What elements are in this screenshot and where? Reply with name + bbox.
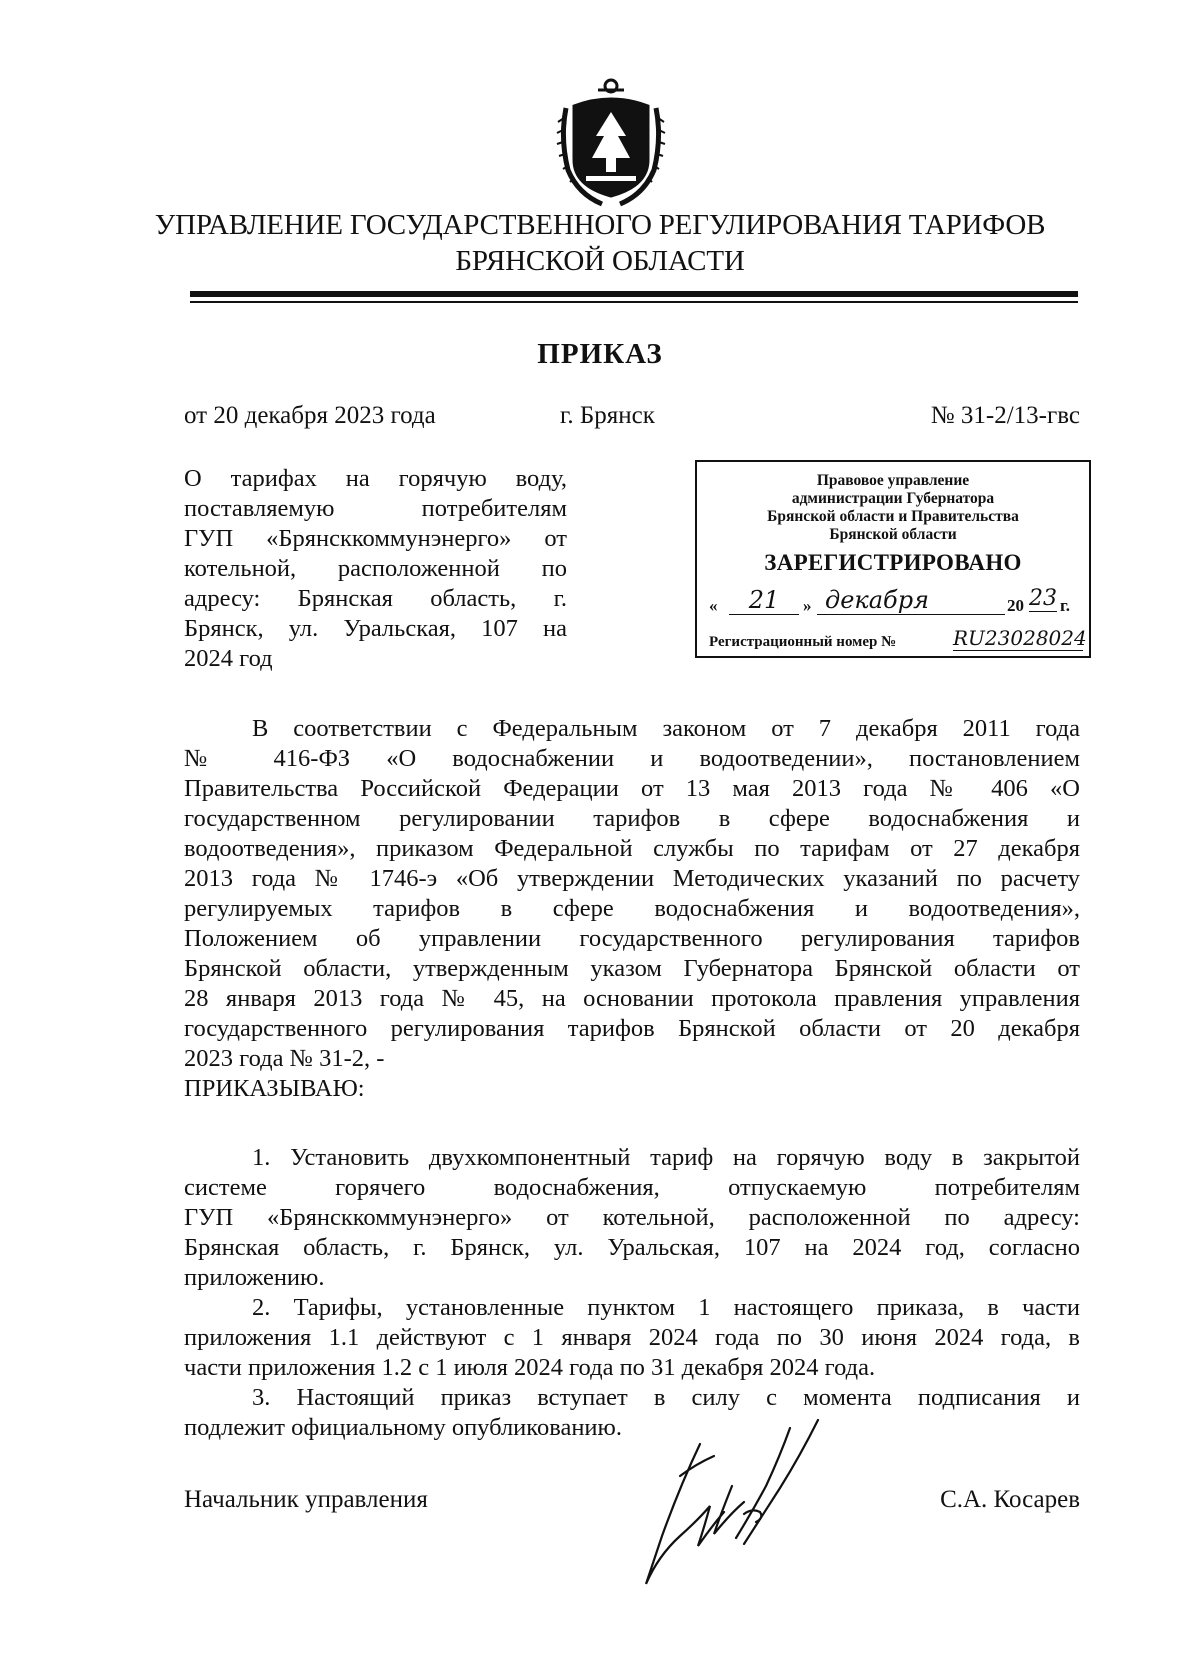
preamble-line: государственном регулировании тарифов в сфере водоснабжения и xyxy=(184,805,1080,832)
stamp-line: Брянской области и Правительства xyxy=(767,508,1019,525)
order-items xyxy=(184,1143,1080,1443)
order-city: г. Брянск xyxy=(560,402,655,429)
stamp-month: декабря xyxy=(817,586,1005,615)
subject-line: котельной, расположенной по xyxy=(184,555,567,582)
stamp-reg-number: RU23028024 xyxy=(953,626,1087,650)
document-type-title: ПРИКАЗ xyxy=(537,338,663,370)
signatory-name: С.А. Косарев xyxy=(940,1486,1080,1513)
preamble-line: водоотведения», приказом Федеральной службы по тарифам от 27 декабря xyxy=(184,835,1080,862)
subject-line: Брянск, ул. Уральская, 107 на xyxy=(184,615,567,642)
stamp-status: ЗАРЕГИСТРИРОВАНО xyxy=(764,550,1022,575)
header-divider-thick xyxy=(190,291,1078,297)
stamp-quote-close: » xyxy=(803,596,812,615)
stamp-reg-label: Регистрационный номер № xyxy=(709,634,897,650)
stamp-line: администрации Губернатора xyxy=(791,490,995,507)
stamp-year-suffix: 23 xyxy=(1029,586,1057,611)
handwritten-signature xyxy=(640,1416,850,1592)
preamble-line: государственного регулирования тарифов Брянской области от 20 декабря xyxy=(184,1015,1080,1042)
order-keyword: ПРИКАЗЫВАЮ: xyxy=(184,1075,365,1102)
preamble-line: 28 января 2013 года № 45, на основании протокола правления управления xyxy=(184,985,1080,1012)
subject-line: поставляемую потребителям xyxy=(184,495,567,522)
preamble xyxy=(184,714,1080,1104)
preamble-line: Брянской области, утвержденным указом Губернатора Брянской области от xyxy=(184,955,1080,982)
subject-line: ГУП «Брянсккоммунэнерго» от xyxy=(184,525,567,552)
item2-line: приложения 1.1 действуют с 1 января 2024 года по 30 июня 2024 года, в xyxy=(184,1324,1080,1351)
item1-line: системе горячего водоснабжения, отпускаемую потребителям xyxy=(184,1174,1080,1201)
item3-line: 3. Настоящий приказ вступает в силу с момента подписания и xyxy=(252,1384,1080,1411)
stamp-quote-open: « xyxy=(709,596,718,615)
subject-line: О тарифах на горячую воду, xyxy=(184,465,567,492)
subject-line: адресу: Брянская область, г. xyxy=(184,585,567,612)
stamp-line: Правовое управление xyxy=(816,472,970,489)
header-divider-thin xyxy=(190,301,1078,303)
organization-name-line1: УПРАВЛЕНИЕ ГОСУДАРСТВЕННОГО РЕГУЛИРОВАНИЯ ТАРИФОВ xyxy=(154,209,1046,241)
order-subject xyxy=(184,464,567,674)
preamble-line: регулируемых тарифов в сфере водоснабжения и водоотведения», xyxy=(184,895,1080,922)
signatory-position: Начальник управления xyxy=(184,1486,428,1513)
order-date: от 20 декабря 2023 года xyxy=(184,402,436,429)
preamble-line: № 416-ФЗ «О водоснабжении и водоотведении», постановлением xyxy=(184,745,1080,772)
preamble-line: В соответствии с Федеральным законом от 7 декабря 2011 года xyxy=(252,715,1080,742)
preamble-line: Правительства Российской Федерации от 13 мая 2013 года № 406 «О xyxy=(184,775,1080,802)
item3-line: подлежит официальному опубликованию. xyxy=(184,1414,622,1441)
registration-stamp xyxy=(695,460,1091,658)
preamble-line: Положением об управлении государственного регулирования тарифов xyxy=(184,925,1080,952)
brjansk-coat-of-arms-icon xyxy=(556,78,666,208)
item2-line: части приложения 1.2 с 1 июля 2024 года по 31 декабря 2024 года. xyxy=(184,1354,876,1381)
organization-name-line2: БРЯНСКОЙ ОБЛАСТИ xyxy=(455,245,745,277)
stamp-date xyxy=(709,586,1081,620)
stamp-line: Брянской области xyxy=(829,526,957,543)
item1-line: ГУП «Брянсккоммунэнерго» от котельной, расположенной по адресу: xyxy=(184,1204,1080,1231)
subject-line: 2024 год xyxy=(184,645,273,672)
item1-line: приложению. xyxy=(184,1264,325,1291)
item2-line: 2. Тарифы, установленные пунктом 1 настоящего приказа, в части xyxy=(252,1294,1080,1321)
order-number: № 31-2/13-гвс xyxy=(930,402,1080,429)
stamp-year-prefix: 20 xyxy=(1007,596,1024,615)
preamble-line: 2023 года № 31-2, - xyxy=(184,1045,385,1072)
stamp-day: 21 xyxy=(729,586,799,615)
stamp-year-g: г. xyxy=(1060,596,1071,615)
item1-line: 1. Установить двухкомпонентный тариф на горячую воду в закрытой xyxy=(252,1144,1080,1171)
preamble-line: 2013 года № 1746-э «Об утверждении Методических указаний по расчету xyxy=(184,865,1080,892)
stamp-registration xyxy=(709,626,1087,656)
item1-line: Брянская область, г. Брянск, ул. Уральская, 107 на 2024 год, согласно xyxy=(184,1234,1080,1261)
